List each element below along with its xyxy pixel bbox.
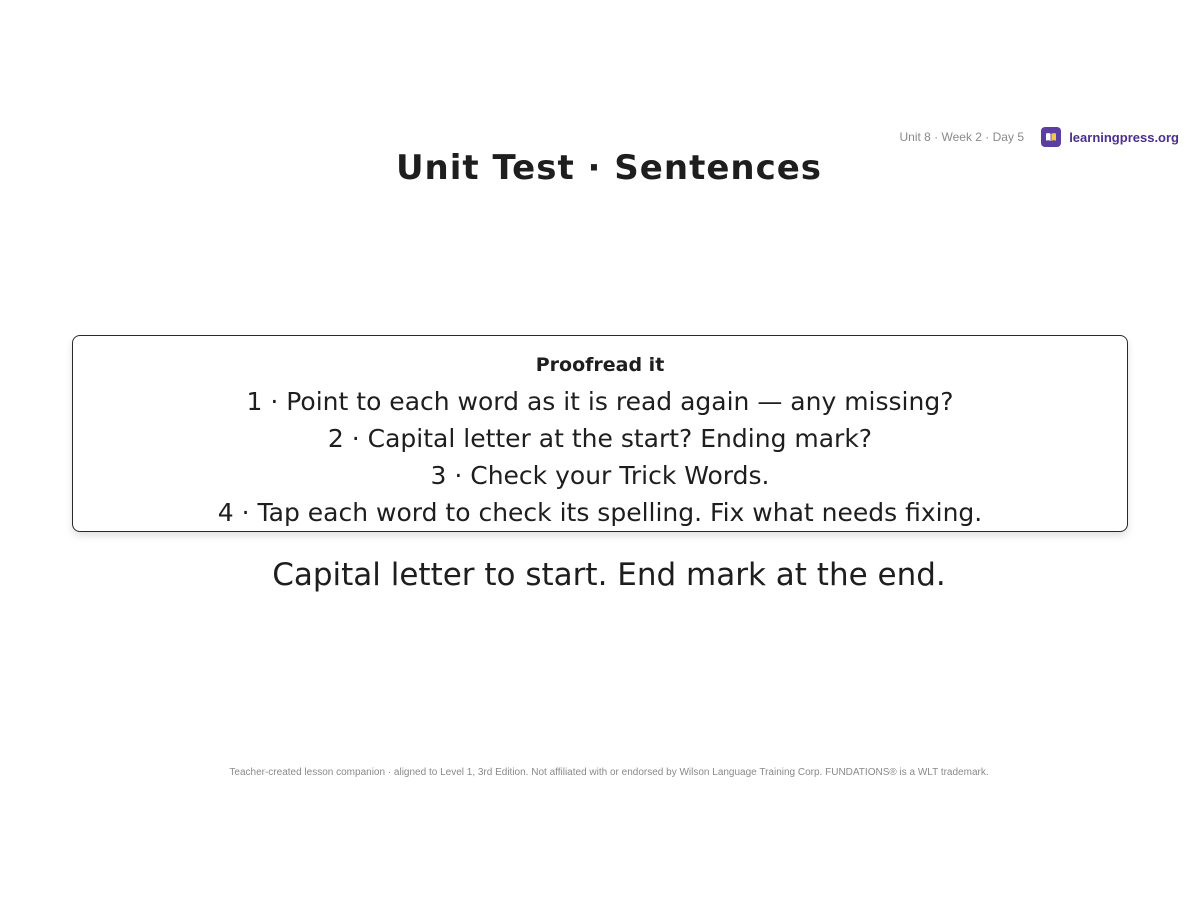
proofread-step: 2 · Capital letter at the start? Ending mark?	[327, 424, 873, 453]
brand-link[interactable]	[1041, 127, 1179, 147]
footer-disclaimer: Teacher-created lesson companion · aligned to Level 1, 3rd Edition. Not affiliated with or endorsed by Wilson Language Training Corp. FUNDATIONS® is a WLT trademark.	[229, 767, 989, 778]
proofread-step: 4 · Tap each word to check its spelling. Fix what needs fixing.	[217, 498, 983, 527]
proofread-card	[72, 335, 1128, 532]
proofread-heading: Proofread it	[535, 354, 665, 376]
proofread-steps	[73, 383, 1127, 531]
proofread-step: 3 · Check your Trick Words.	[430, 461, 770, 490]
page-title: Unit Test · Sentences	[395, 148, 823, 188]
sentence-rule-tip: Capital letter to start. End mark at the end.	[272, 557, 946, 593]
proofread-step: 1 · Point to each word as it is read again — any missing?	[246, 387, 954, 416]
brand-name[interactable]: learningpress.org	[1069, 129, 1179, 145]
open-book-icon	[1041, 127, 1061, 147]
lesson-meta: Unit 8 · Week 2 · Day 5	[899, 130, 1024, 144]
